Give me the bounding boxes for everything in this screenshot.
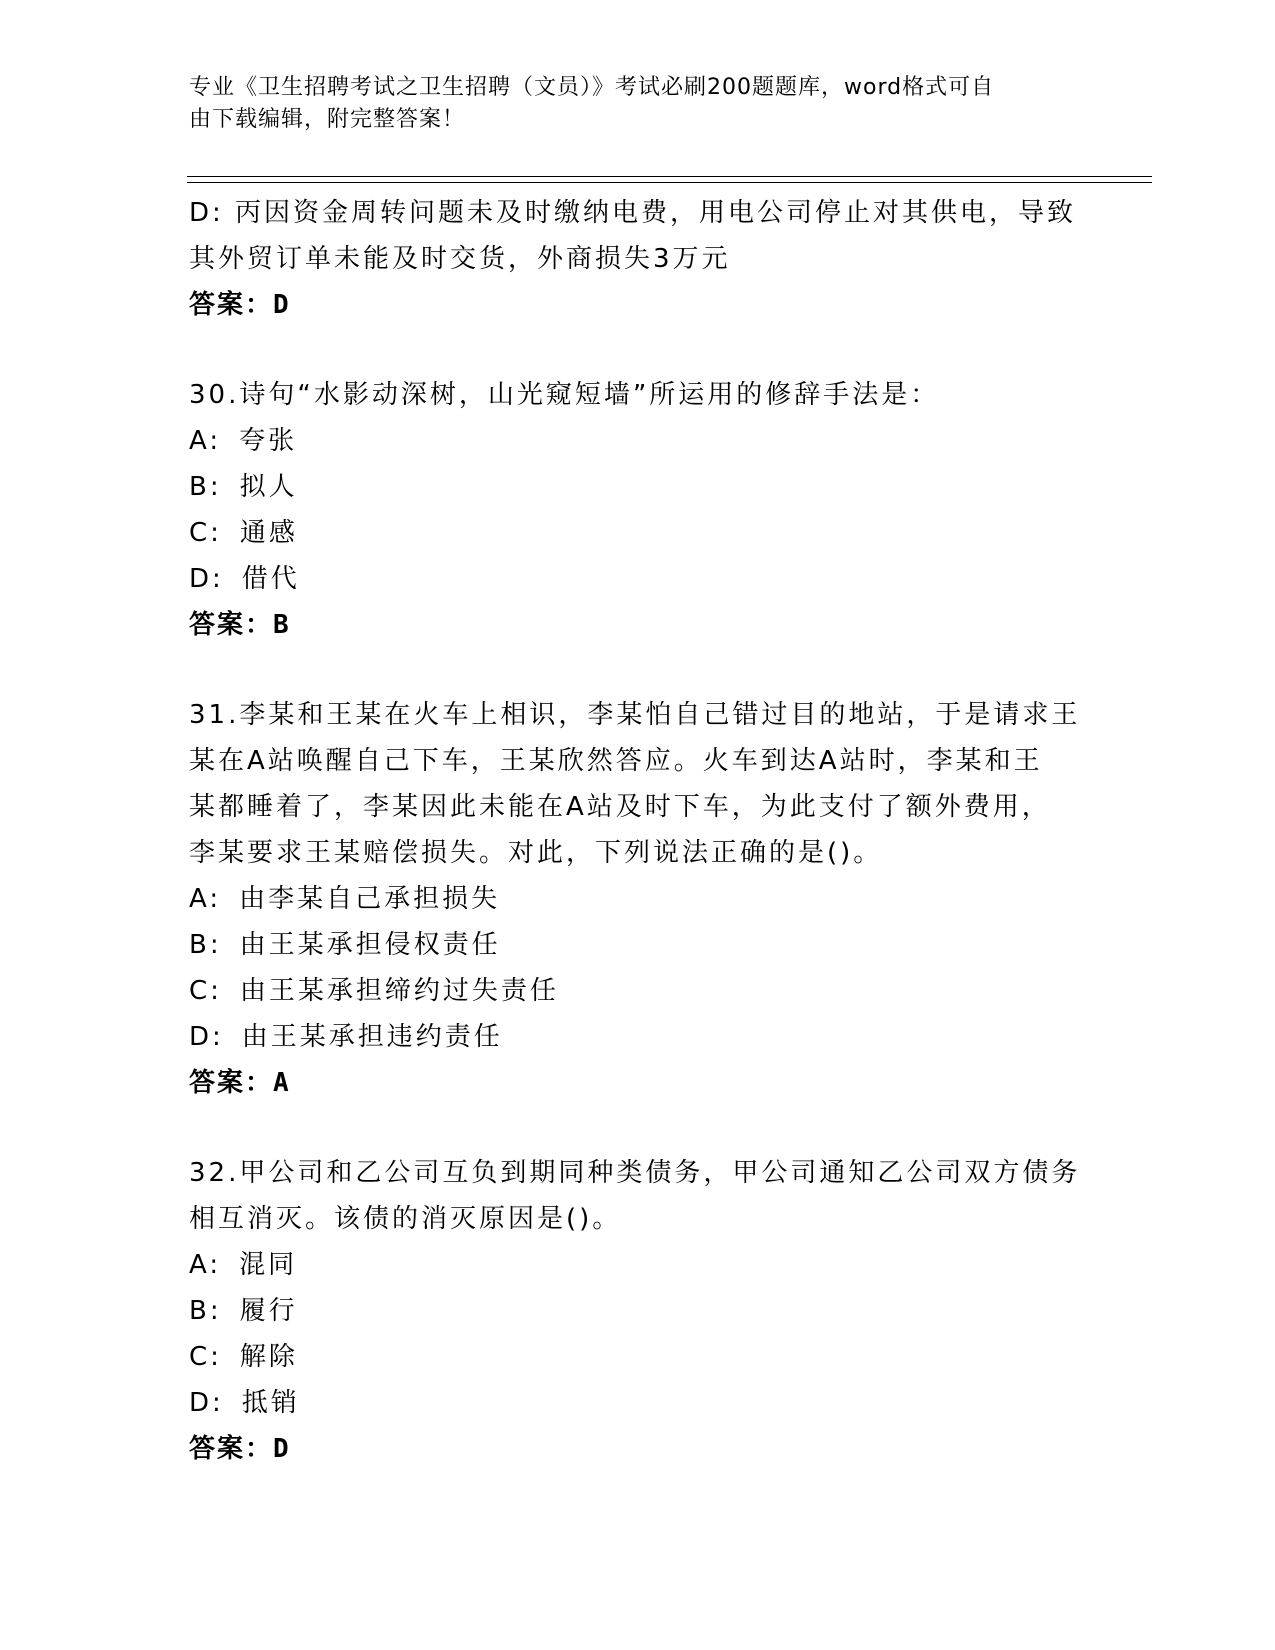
option-label: C: bbox=[189, 1342, 222, 1372]
option-b bbox=[189, 464, 1089, 510]
option-label: A: bbox=[189, 1250, 222, 1280]
answer-value: D bbox=[273, 290, 292, 320]
answer-value: A bbox=[273, 1068, 292, 1098]
question-32 bbox=[189, 1150, 1089, 1472]
answer-label: 答案： bbox=[189, 1434, 274, 1464]
option-text: 由王某承担违约责任 bbox=[241, 1022, 503, 1052]
question-31 bbox=[189, 692, 1089, 1106]
option-text: 由王某承担侵权责任 bbox=[239, 930, 501, 960]
option-b bbox=[189, 922, 1089, 968]
answer-label: 答案： bbox=[189, 290, 274, 320]
option-c bbox=[189, 510, 1089, 556]
answer-row bbox=[189, 1060, 1089, 1106]
option-text: 履行 bbox=[239, 1296, 298, 1326]
option-label: A: bbox=[189, 884, 222, 914]
spacer bbox=[189, 1106, 1089, 1150]
question-stem: 30.诗句“水影动深树，山光窥短墙”所运用的修辞手法是： bbox=[189, 380, 940, 410]
header-rule-bottom bbox=[187, 182, 1152, 183]
option-d bbox=[189, 1014, 1089, 1060]
option-c bbox=[189, 968, 1089, 1014]
option-label: B: bbox=[189, 930, 222, 960]
header-line-1: 专业《卫生招聘考试之卫生招聘（文员）》考试必刷200题题库，word格式可自 bbox=[189, 75, 995, 100]
option-d-line-1: D: 丙因资金周转问题未及时缴纳电费，用电公司停止对其供电，导致 bbox=[189, 198, 1077, 228]
option-label: B: bbox=[189, 1296, 222, 1326]
option-text: 通感 bbox=[239, 518, 298, 548]
option-d bbox=[189, 1380, 1089, 1426]
option-text: 拟人 bbox=[239, 472, 298, 502]
answer-value: B bbox=[273, 610, 292, 640]
question-stem-line: 某在A站唤醒自己下车，王某欣然答应。火车到达A站时，李某和王 bbox=[189, 746, 1043, 776]
option-text: 混同 bbox=[239, 1250, 298, 1280]
question-list bbox=[189, 190, 1089, 1472]
question-stem-line: 31.李某和王某在火车上相识，李某怕自己错过目的地站，于是请求王 bbox=[189, 700, 1081, 730]
option-text: 解除 bbox=[239, 1342, 298, 1372]
option-text: 由王某承担缔约过失责任 bbox=[239, 976, 559, 1006]
option-d bbox=[189, 556, 1089, 602]
header-rule-top bbox=[187, 176, 1152, 177]
question-stem-line: 某都睡着了，李某因此未能在A站及时下车，为此支付了额外费用， bbox=[189, 792, 1051, 822]
option-text: 抵销 bbox=[241, 1388, 300, 1418]
answer-row bbox=[189, 282, 1089, 328]
header-line-2: 由下载编辑，附完整答案！ bbox=[189, 107, 466, 132]
option-a bbox=[189, 876, 1089, 922]
question-30 bbox=[189, 372, 1089, 648]
option-text: 借代 bbox=[241, 564, 300, 594]
option-label: B: bbox=[189, 472, 222, 502]
option-text: 夸张 bbox=[239, 426, 298, 456]
answer-label: 答案： bbox=[189, 1068, 274, 1098]
option-label: A: bbox=[189, 426, 222, 456]
option-label: C: bbox=[189, 518, 222, 548]
spacer bbox=[189, 328, 1089, 372]
option-label: D: bbox=[189, 1388, 224, 1418]
question-stem-line: 相互消灭。该债的消灭原因是()。 bbox=[189, 1204, 622, 1234]
answer-row bbox=[189, 1426, 1089, 1472]
answer-row bbox=[189, 602, 1089, 648]
option-b bbox=[189, 1288, 1089, 1334]
option-label: C: bbox=[189, 976, 222, 1006]
previous-question-tail bbox=[189, 190, 1089, 328]
option-c bbox=[189, 1334, 1089, 1380]
option-label: D: bbox=[189, 564, 224, 594]
answer-label: 答案： bbox=[189, 610, 274, 640]
document-header bbox=[189, 72, 1089, 136]
question-stem-line: 李某要求王某赔偿损失。对此，下列说法正确的是()。 bbox=[189, 838, 883, 868]
answer-value: D bbox=[273, 1434, 292, 1464]
option-a bbox=[189, 1242, 1089, 1288]
option-d-line-2: 其外贸订单未能及时交货，外商损失3万元 bbox=[189, 244, 731, 274]
option-label: D: bbox=[189, 1022, 224, 1052]
option-text: 由李某自己承担损失 bbox=[239, 884, 501, 914]
question-stem-line: 32.甲公司和乙公司互负到期同种类债务，甲公司通知乙公司双方债务 bbox=[189, 1158, 1081, 1188]
option-a bbox=[189, 418, 1089, 464]
spacer bbox=[189, 648, 1089, 692]
